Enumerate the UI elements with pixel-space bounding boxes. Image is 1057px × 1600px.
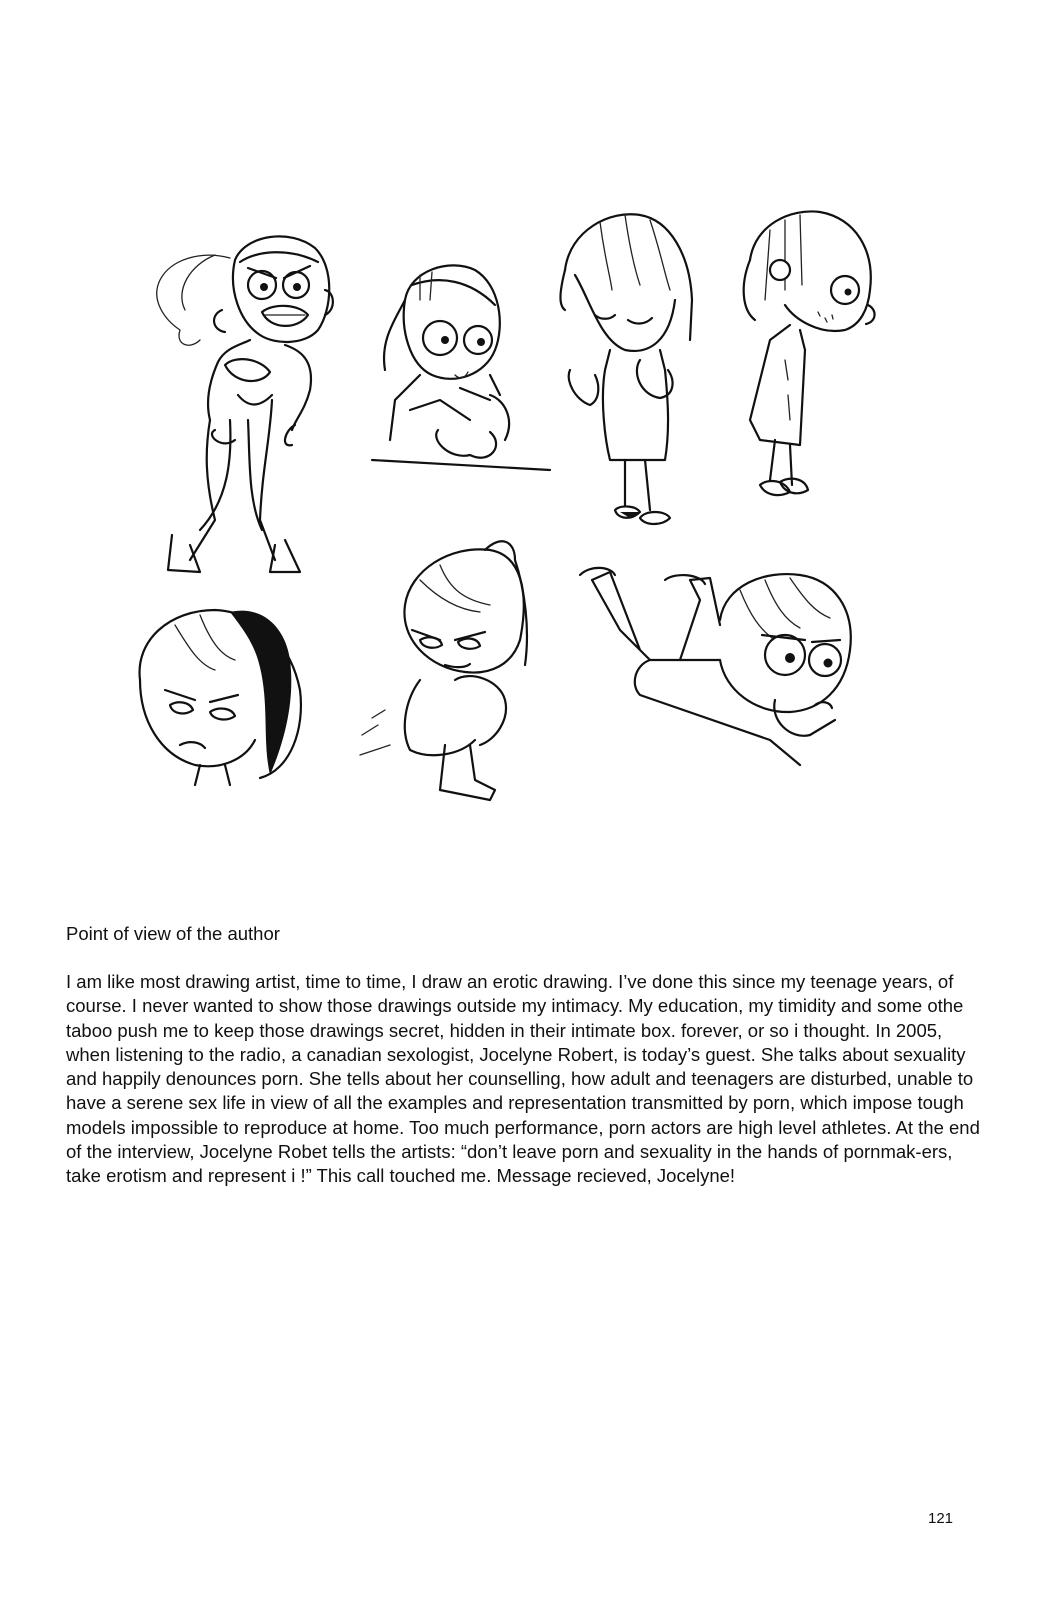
sketch-girl-eyes-closed [560,214,692,524]
sketch-girl-at-table [372,265,550,470]
sketch-girl-hugging-knees [360,541,527,800]
body-paragraph: I am like most drawing artist, time to time, I draw an erotic drawing. I’ve done this since my teenage years, of course. I never wanted to show those drawings outside my intimacy. My education, my timidity and some othe taboo push me to keep those drawings secret, hidden in their intimate box. forever, or so i thought. In 2005, when listening to the radio, a canadian sexologist, Jocelyne Robert, is today’s guest. She talks about sexuality and happily denounces porn. She tells about her counselling, how adult and teenagers are disturbed, unable to have a serene sex life in view of all the examples and representation transmitted by porn, which impose tough models impossible to reproduce at home. Too much performance, porn actors are high level athletes. At the end of the interview, Jocelyne Robet tells the artists: “don’t leave porn and sexuality in the hands of pornmak-ers, take erotism and represent i !” This call touched me. Message recieved, Jocelyne! [66,971,980,1187]
sketch-girl-profile [744,211,875,495]
sketch-grumpy-head [140,610,301,785]
sketch-girl-lying [580,568,851,765]
character-sketches [0,180,1057,840]
page-number: 121 [928,1510,954,1527]
section-heading: Point of view of the author [66,923,280,944]
sketch-angry-woman [157,236,333,572]
